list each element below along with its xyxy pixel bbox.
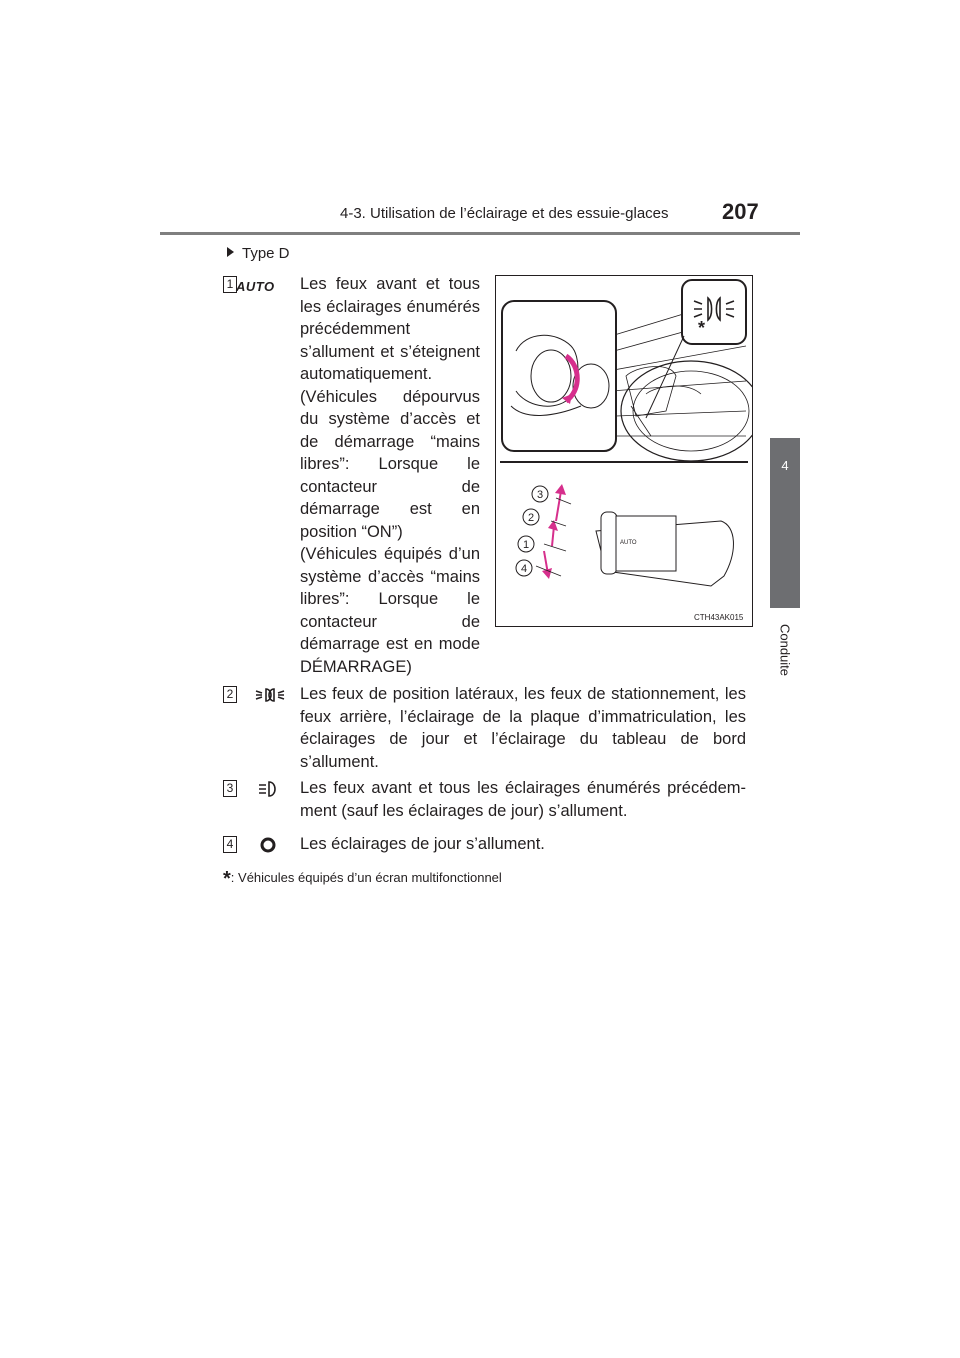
footnote bbox=[223, 868, 502, 891]
type-heading-text: Type D bbox=[242, 245, 290, 262]
chapter-label bbox=[772, 620, 798, 680]
item-number-4: 4 bbox=[223, 836, 237, 853]
illustration-svg bbox=[496, 276, 752, 626]
chapter-label-text: Conduite bbox=[777, 623, 793, 677]
headlight-icon bbox=[257, 780, 279, 798]
item-number-2: 2 bbox=[223, 686, 237, 703]
callout-3: 3 bbox=[536, 489, 544, 501]
callout-1: 1 bbox=[522, 539, 530, 551]
item-1-paragraph: (Véhicules dépourvus du système d’accès et de démarrage “mains libres”: Lorsque le contacteur de démarrage est en position “ON”) bbox=[300, 387, 480, 541]
switch-label: AUTO bbox=[620, 540, 637, 546]
chapter-number: 4 bbox=[781, 458, 789, 473]
type-heading bbox=[227, 245, 290, 262]
callout-4: 4 bbox=[520, 563, 528, 575]
triangle-bullet-icon bbox=[227, 247, 234, 257]
item-number-1: 1 bbox=[223, 276, 237, 293]
footnote-text: : Véhicules équipés d’un écran multifonctionnel bbox=[230, 870, 502, 885]
footnote-asterisk: * bbox=[223, 868, 231, 890]
callout-2: 2 bbox=[527, 512, 535, 524]
item-1-description bbox=[300, 273, 480, 678]
lighting-switch-illustration bbox=[495, 275, 753, 627]
chapter-tab bbox=[770, 438, 800, 608]
daytime-running-light-icon bbox=[259, 836, 277, 854]
figure-asterisk: * bbox=[698, 318, 706, 338]
item-1-paragraph: (Véhicules équipés d’un système d’accès “mains libres”: Lorsque le contacteur de démarrage est en mode DÉMARRAGE) bbox=[300, 545, 480, 676]
item-number-3: 3 bbox=[223, 780, 237, 797]
figure-code: CTH43AK015 bbox=[694, 613, 744, 622]
item-1-paragraph: Les feux avant et tous les éclairages énumérés précédemment s’allument et s’éteignent automatiquement. bbox=[300, 275, 480, 383]
item-2-description: Les feux de position latéraux, les feux de stationnement, les feux arrière, l’éclairage de la plaque d’immatriculation, les éclairages de jour et l’éclairage du tableau de bord s’allument. bbox=[300, 685, 746, 771]
item-3-description: Les feux avant et tous les éclairages énumérés précédem-ment (sauf les éclairages de jour) s’allument. bbox=[300, 779, 746, 820]
item-4-description: Les éclairages de jour s’allument. bbox=[300, 835, 545, 853]
section-title: 4-3. Utilisation de l’éclairage et des essuie-glaces bbox=[340, 205, 669, 222]
header-rule bbox=[160, 232, 800, 235]
auto-icon: AUTO bbox=[236, 279, 275, 294]
parking-light-icon bbox=[255, 686, 285, 704]
page-number: 207 bbox=[722, 199, 759, 224]
